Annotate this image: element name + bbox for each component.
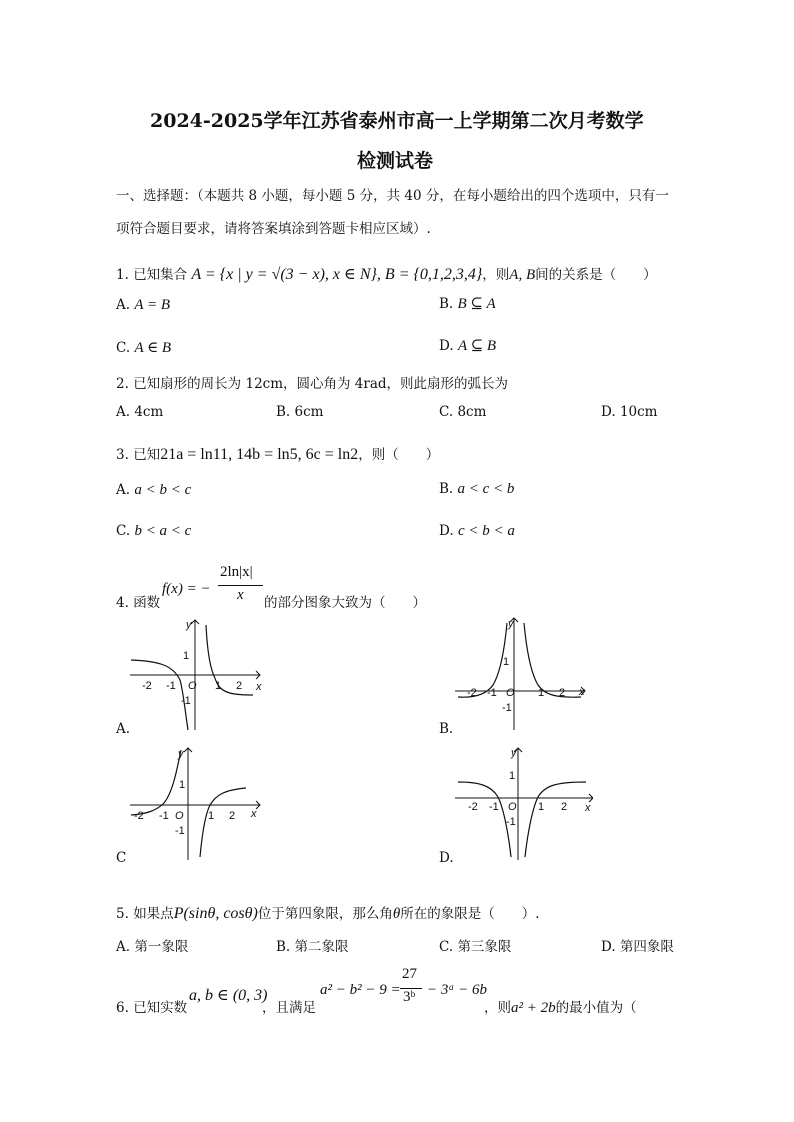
curve-right (200, 788, 246, 857)
q4-post: 的部分图象大致为（ ） (264, 595, 426, 611)
curve-left (458, 623, 510, 697)
q6-frac-den: 3ᵇ (403, 989, 416, 1005)
q6-frac-num: 27 (402, 966, 417, 982)
svg-text:-1: -1 (175, 825, 185, 837)
q5-option-a[interactable]: A. 第一象限 (116, 939, 189, 955)
curve-left (131, 660, 188, 730)
svg-text:-1: -1 (489, 801, 499, 813)
q6-domain: a, b ∈ (0, 3) (189, 987, 268, 1004)
q4-option-c[interactable]: C (116, 850, 127, 866)
svg-text:x: x (585, 802, 591, 814)
svg-text:1: 1 (179, 779, 186, 791)
q1-post: 间的关系是（ ） (535, 267, 657, 283)
q1-option-b[interactable]: B. B ⊆ A (439, 296, 496, 312)
q4-lhs: f(x) = − (162, 581, 211, 597)
curve-right (524, 623, 581, 697)
q6-tail: ，则a² + 2b的最小值为（ (484, 1000, 637, 1016)
q5-math: P(sinθ, cosθ) (173, 905, 258, 922)
svg-text:O: O (188, 680, 197, 692)
svg-text:2: 2 (559, 687, 566, 699)
svg-text:1: 1 (538, 801, 545, 813)
q3-option-a[interactable]: A. a < b < c (116, 482, 192, 498)
q1-vars: A, B (509, 267, 536, 283)
svg-text:1: 1 (509, 770, 516, 782)
x-label: x (256, 681, 262, 693)
svg-text:-1: -1 (502, 702, 512, 714)
q2-option-c[interactable]: C. 8cm (439, 404, 487, 420)
q4-denominator: x (237, 587, 244, 603)
q2-option-d[interactable]: D. 10cm (601, 404, 658, 420)
q1-option-a[interactable]: A. A = B (116, 297, 171, 313)
q4-option-a[interactable]: A. (116, 721, 131, 737)
q1-option-c[interactable]: C. A ∈ B (116, 340, 172, 356)
svg-text:-1: -1 (487, 687, 497, 699)
svg-text:y: y (508, 618, 514, 630)
svg-text:x: x (251, 808, 257, 820)
q6-number-pre: 6. 已知实数 (116, 1000, 188, 1016)
q3-math: 21a = ln11, 14b = ln5, 6c = ln2 (160, 446, 359, 463)
svg-text:x: x (579, 686, 585, 698)
svg-text:2: 2 (229, 810, 236, 822)
q2-stem: 2. 已知扇形的周长为 12cm，圆心角为 4rad，则此扇形的弧长为 (116, 376, 509, 392)
svg-text:-1: -1 (181, 695, 191, 707)
q4-graph-d (453, 745, 593, 865)
q1-pre: 已知集合 (133, 267, 188, 283)
q4-option-b[interactable]: B. (439, 721, 454, 737)
svg-text:-1: -1 (166, 680, 176, 692)
q4-numerator: 2ln|x| (220, 564, 253, 580)
q4-graph-c (128, 745, 268, 865)
svg-text:2: 2 (561, 801, 568, 813)
q3-option-b[interactable]: B. a < c < b (439, 481, 515, 497)
svg-text:-1: -1 (506, 816, 516, 828)
q4-option-d[interactable]: D. (439, 850, 454, 866)
q5-option-c[interactable]: C. 第三象限 (439, 939, 512, 955)
svg-text:1: 1 (503, 656, 510, 668)
q1-stem (116, 263, 657, 284)
svg-text:y: y (511, 747, 517, 759)
curve-right (525, 782, 586, 857)
q5-option-d[interactable]: D. 第四象限 (601, 939, 674, 955)
q5-option-b[interactable]: B. 第二象限 (276, 939, 349, 955)
svg-text:-1: -1 (159, 810, 169, 822)
svg-text:-2: -2 (142, 680, 152, 692)
svg-text:O: O (508, 801, 517, 813)
q4-graph-b (453, 615, 593, 735)
q1-option-d[interactable]: D. A ⊆ B (439, 338, 497, 354)
q1-mid: ，则 (482, 267, 510, 283)
svg-text:-2: -2 (134, 810, 144, 822)
svg-text:-2: -2 (468, 801, 478, 813)
y-label: y (186, 619, 192, 631)
svg-text:O: O (506, 687, 515, 699)
q6-eq-rhs: − 3ᵃ − 6b (427, 982, 487, 998)
svg-text:1: 1 (183, 650, 190, 662)
q3-option-c[interactable]: C. b < a < c (116, 523, 192, 539)
q6-eq-lhs: a² − b² − 9 = (320, 982, 401, 998)
q3-stem: 3. 已知21a = ln11, 14b = ln5, 6c = ln2，则（ ） (116, 446, 440, 463)
curve-left (458, 782, 511, 857)
q6-mid: ，且满足 (262, 1000, 316, 1016)
section-header-line2: 项符合题目要求，请将答案填涂到答题卡相应区域）. (116, 221, 431, 237)
curve-right (206, 625, 253, 695)
section-header-line1: 一、选择题：（本题共 8 小题，每小题 5 分，共 40 分，在每小题给出的四个选项中，只有一 (116, 188, 669, 204)
q4-number-pre: 4. 函数 (116, 595, 161, 611)
q5-stem: 5. 如果点P(sinθ, cosθ)位于第四象限，那么角θ所在的象限是（ ）. (116, 905, 540, 922)
q3-option-d[interactable]: D. c < b < a (439, 523, 515, 539)
q4-fraction-bar (218, 585, 263, 586)
svg-text:y: y (178, 748, 184, 760)
svg-text:1: 1 (208, 810, 215, 822)
q4-graph-a (128, 615, 268, 735)
q1-number: 1. (116, 267, 129, 283)
q2-option-b[interactable]: B. 6cm (276, 404, 324, 420)
svg-text:O: O (175, 810, 184, 822)
svg-text:2: 2 (236, 680, 243, 692)
page-subtitle: 检测试卷 (357, 150, 434, 172)
q1-math: A = {x | y = √(3 − x), x ∈ N}, B = {0,1,2,3,4} (191, 266, 483, 283)
svg-text:1: 1 (215, 680, 222, 692)
page-title: 2024-2025学年江苏省泰州市高一上学期第二次月考数学 (150, 110, 644, 132)
q2-option-a[interactable]: A. 4cm (116, 404, 164, 420)
svg-text:1: 1 (538, 687, 545, 699)
svg-text:-2: -2 (467, 687, 477, 699)
